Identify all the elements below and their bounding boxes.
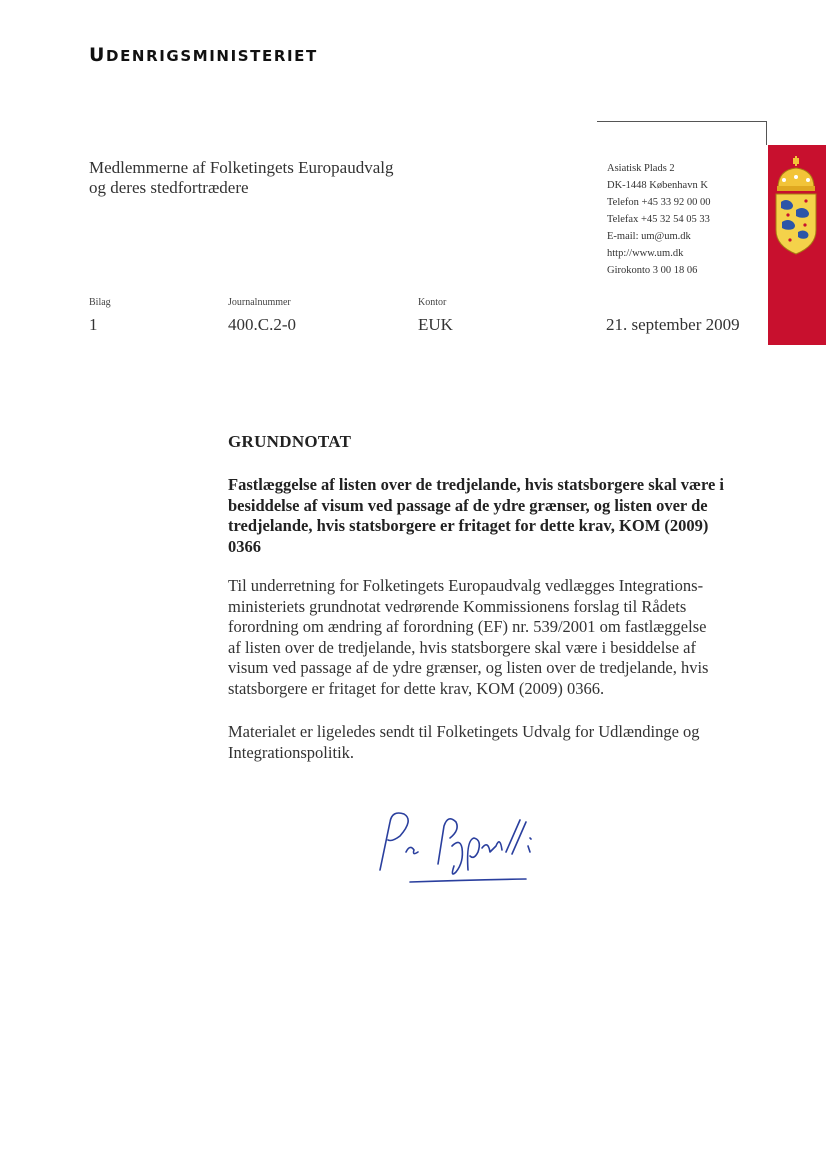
document-type-heading: GRUNDNOTAT [228, 432, 352, 451]
shield-icon [776, 194, 816, 254]
contact-city: DK-1448 København K [607, 180, 708, 191]
recipient-line-1: Medlemmerne af Folketingets Europaudvalg [89, 158, 394, 177]
contact-fax: Telefax +45 32 54 05 33 [607, 214, 710, 225]
contact-website: http://www.um.dk [607, 248, 684, 259]
ministry-name-initial: U [89, 44, 107, 66]
ministry-name-rest: DENRIGSMINISTERIET [106, 47, 318, 65]
crown-icon [777, 156, 815, 191]
body-paragraph-2: Materialet er ligeledes sendt til Folketingets Udvalg for Udlændinge og Integrationspolitik. [228, 722, 700, 762]
journal-number-value: 400.C.2-0 [228, 315, 296, 334]
subject-heading: Fastlæggelse af listen over de tredjelande, hvis statsborgere skal være i besiddelse af visum ved passage af de ydre grænser, og listen over de tredjelande, hvis statsborgere er fritaget for dette krav, KOM (2009) 0366 [228, 475, 725, 556]
office-value: EUK [418, 315, 453, 334]
header-divider-corner [766, 121, 767, 145]
letter-date: 21. september 2009 [606, 315, 740, 334]
coat-of-arms-icon [772, 156, 820, 256]
contact-phone: Telefon +45 33 92 00 00 [607, 197, 711, 208]
contact-address: Asiatisk Plads 2 [607, 163, 675, 174]
journal-number-label: Journalnummer [228, 297, 291, 308]
body-paragraph-1: Til underretning for Folketingets Europaudvalg vedlægges Integrations- ministeriets grundnotat vedrørende Kommissionens forslag til Rådets forordning om ændring af forordning (EF) nr. 539/2001 om fastlæggelse af listen over de tredjelande, hvis statsborgere skal være i besiddelse af visum ved passage af de ydre grænser, og listen over de tredjelande, hvis statsborgere er fritaget for dette krav, KOM (2009) 0366. [228, 576, 709, 698]
recipient-address [89, 158, 394, 198]
bilag-label: Bilag [89, 297, 111, 308]
contact-details [607, 160, 710, 279]
bilag-value: 1 [89, 315, 98, 334]
contact-giro: Girokonto 3 00 18 06 [607, 265, 698, 276]
header-divider [597, 121, 767, 122]
contact-email: E-mail: um@um.dk [607, 231, 691, 242]
signature [370, 800, 570, 890]
recipient-line-2: og deres stedfortrædere [89, 178, 249, 197]
ministry-name [89, 44, 318, 66]
office-label: Kontor [418, 297, 447, 308]
